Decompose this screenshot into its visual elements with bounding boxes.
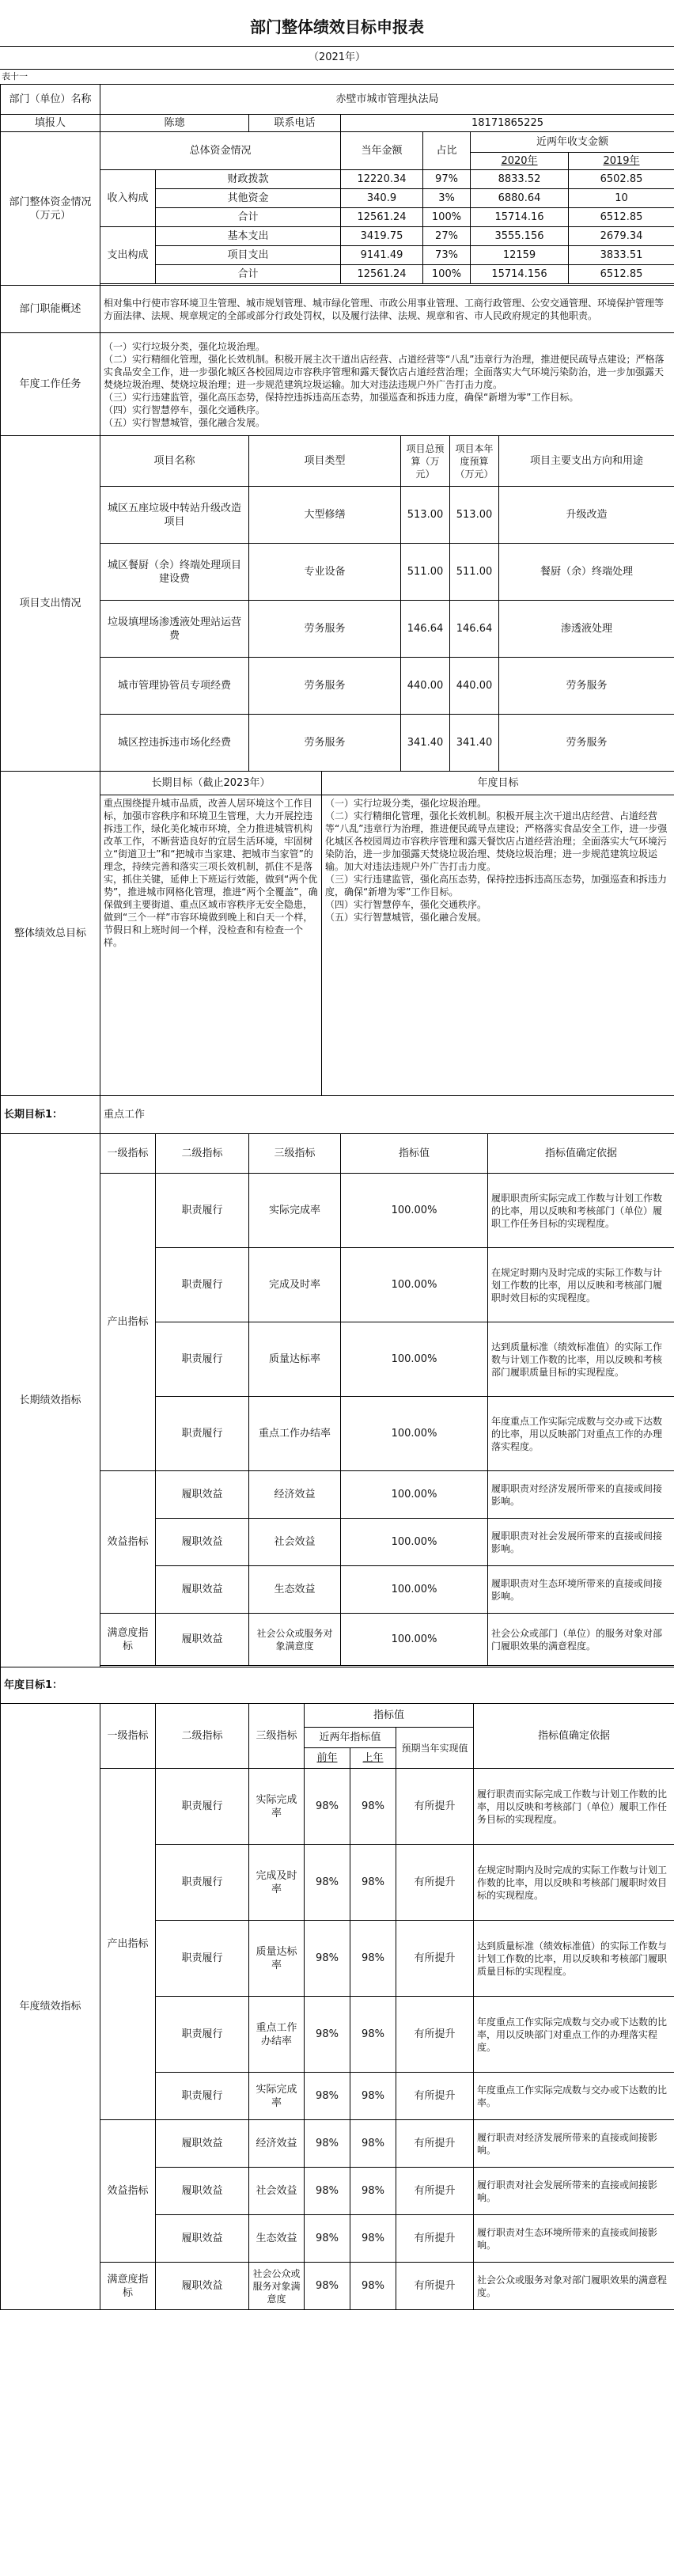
ratio-header: 占比 bbox=[423, 132, 471, 170]
l3-cell: 社会效益 bbox=[249, 1519, 341, 1566]
project-row-direction: 劳务服务 bbox=[499, 658, 674, 715]
basis-cell: 社会公众或服务对象对部门履职效果的满意程度。 bbox=[474, 2263, 674, 2310]
annual-target-header: 年度目标 bbox=[322, 772, 674, 795]
last-cell: 98% bbox=[350, 2263, 396, 2310]
basis-cell: 履职职责对经济发展所带来的直接或间接影响。 bbox=[488, 1471, 674, 1519]
overall-funds-label: 总体资金情况 bbox=[100, 132, 341, 170]
l3-cell: 实际完成率 bbox=[249, 1769, 305, 1845]
recent-years-header: 近两年收支金额 bbox=[471, 132, 674, 153]
basis-cell: 达到质量标准（绩效标准值）的实际工作数与计划工作数的比率，用以反映和考核部门履职质量目标的实现程度。 bbox=[474, 1921, 674, 1997]
l2-cell: 职责履行 bbox=[156, 1322, 249, 1397]
project-row-annual: 511.00 bbox=[450, 544, 499, 601]
long-goal-heading-value: 重点工作 bbox=[100, 1096, 674, 1134]
project-row-type: 大型修缮 bbox=[249, 487, 401, 544]
l2-header: 二级指标 bbox=[156, 1134, 249, 1174]
l1-cell: 产出指标 bbox=[100, 1174, 156, 1471]
project-row-direction: 劳务服务 bbox=[499, 715, 674, 772]
l3-cell: 质量达标率 bbox=[249, 1921, 305, 1997]
value-header: 指标值 bbox=[341, 1134, 488, 1174]
income-row-2019: 10 bbox=[569, 189, 674, 208]
current-amount-header: 当年金额 bbox=[341, 132, 423, 170]
long-target-text: 重点围绕提升城市品质，改善人居环境这个工作目标，加强市容秩序和环境卫生管理，大力开展控违拆违工作，绿化美化城市环境，全力推进城管机构改革工作，不断营造良好的宜居生活环境，牢固树立“街道卫士”和“把城市当家建、把城市当家管”的理念，持续完善和落实三项长效机制，抓住不是落实，抓住关键，延伸上下班运行效能，做到“两个优势”，推进城市网格化管理，推进“两个全覆盖”，确保做到主要街道、重点区域市容秩序无安全隐患，做到“三个一样”市容环境做到晚上和白天一个样，节假日和上班时间一个样，没检查和有检查一个样。 bbox=[100, 795, 322, 1096]
expense-row-ratio: 73% bbox=[423, 246, 471, 265]
expected-cell: 有所提升 bbox=[396, 2215, 474, 2263]
annual-goal-table bbox=[0, 1667, 674, 2310]
tasks-label: 年度工作任务 bbox=[1, 333, 100, 436]
dept-name-value: 赤壁市城市管理执法局 bbox=[100, 85, 674, 115]
last-cell: 98% bbox=[350, 1769, 396, 1845]
l3-cell: 经济效益 bbox=[249, 2120, 305, 2168]
l3-cell: 社会公众或服务对象满意度 bbox=[249, 2263, 305, 2310]
l3-cell: 实际完成率 bbox=[249, 2073, 305, 2120]
l1-cell: 产出指标 bbox=[100, 1769, 156, 2120]
tasks-text: （一）实行垃圾分类，强化垃圾治理。 （二）实行精细化管理，强化长效机制。积极开展主次干道出店经营、占道经营等“八乱”违章行为治理，推进便民疏导点建设；严格落实食品安全工作，进一步强化城区各校园周边市容秩序管理和露天餐饮店占道经营治理；全面落实大气环境污染防治，进一步加强露天焚烧垃圾治理、焚烧垃圾治理；进一步规范建筑垃圾运输。加大对违法违规户外广告打击力度。 （三）实行违建监管，强化高压态势，保持控违拆违高压态势，加强巡查和拆违力度，确保“新增为零”工作目标。 （四）实行智慧停车，强化交通秩序。 （五）实行智慧城管，强化融合发展。 bbox=[100, 333, 674, 436]
basis-header: 指标值确定依据 bbox=[474, 1704, 674, 1769]
income-row-2020: 6880.64 bbox=[471, 189, 569, 208]
l2-cell: 职责履行 bbox=[156, 1921, 249, 1997]
prev-cell: 98% bbox=[305, 1845, 350, 1921]
project-row-name: 城区控违拆违市场化经费 bbox=[100, 715, 249, 772]
basis-cell: 在规定时期内及时完成的实际工作数与计划工作数的比率，用以反映和考核部门履职时效目标的实现程度。 bbox=[474, 1845, 674, 1921]
expense-row-2020: 15714.156 bbox=[471, 265, 569, 284]
perf-target-table bbox=[0, 771, 674, 1096]
project-row-type: 专业设备 bbox=[249, 544, 401, 601]
basis-cell: 年度重点工作实际完成数与交办或下达数的比率，用以反映部门对重点工作的办理落实程度。 bbox=[488, 1397, 674, 1471]
annual-goal-section-label: 年度绩效指标 bbox=[1, 1704, 100, 2310]
prev-cell: 98% bbox=[305, 2073, 350, 2120]
l2-cell: 履职效益 bbox=[156, 2215, 249, 2263]
income-row-2019: 6512.85 bbox=[569, 208, 674, 227]
value-cell: 100.00% bbox=[341, 1248, 488, 1322]
value-cell: 100.00% bbox=[341, 1566, 488, 1614]
l1-header: 一级指标 bbox=[100, 1704, 156, 1769]
value-cell: 100.00% bbox=[341, 1397, 488, 1471]
income-row-current: 340.9 bbox=[341, 189, 423, 208]
expense-row-ratio: 27% bbox=[423, 227, 471, 246]
value-group-header: 指标值 bbox=[305, 1704, 474, 1728]
expense-label: 支出构成 bbox=[100, 227, 156, 284]
funds-section-label: 部门整体资金情况（万元） bbox=[1, 132, 100, 286]
annual-goal-heading: 年度目标1： bbox=[1, 1667, 674, 1704]
project-row-direction: 升级改造 bbox=[499, 487, 674, 544]
l1-cell: 效益指标 bbox=[100, 2120, 156, 2263]
last-cell: 98% bbox=[350, 1921, 396, 1997]
project-row-total: 513.00 bbox=[401, 487, 450, 544]
table-number: 表十一 bbox=[2, 71, 28, 82]
project-type-header: 项目类型 bbox=[249, 436, 401, 487]
projects-table bbox=[0, 435, 674, 772]
project-row-total: 440.00 bbox=[401, 658, 450, 715]
last-cell: 98% bbox=[350, 2215, 396, 2263]
income-row-2020: 15714.16 bbox=[471, 208, 569, 227]
income-row-ratio: 3% bbox=[423, 189, 471, 208]
income-row-2020: 8833.52 bbox=[471, 170, 569, 189]
l3-cell: 社会公众或服务对象满意度 bbox=[249, 1614, 341, 1666]
l2-cell: 履职效益 bbox=[156, 2120, 249, 2168]
income-row-name: 其他资金 bbox=[156, 189, 341, 208]
l1-cell: 效益指标 bbox=[100, 1471, 156, 1614]
prev-cell: 98% bbox=[305, 2120, 350, 2168]
prev-cell: 98% bbox=[305, 1997, 350, 2073]
project-row-direction: 渗透液处理 bbox=[499, 601, 674, 658]
year-label: （2021年） bbox=[0, 46, 674, 70]
expected-cell: 有所提升 bbox=[396, 2168, 474, 2215]
long-goal-section-label: 长期绩效指标 bbox=[1, 1134, 100, 1667]
year-2019-header: 2019年 bbox=[569, 153, 674, 170]
project-row-name: 城市管理协管员专项经费 bbox=[100, 658, 249, 715]
l2-cell: 职责履行 bbox=[156, 1845, 249, 1921]
filler-label: 填报人 bbox=[1, 115, 100, 132]
filler-value: 陈璁 bbox=[100, 115, 249, 132]
basis-cell: 履职职责对生态环境所带来的直接或间接影响。 bbox=[488, 1566, 674, 1614]
l2-cell: 职责履行 bbox=[156, 1397, 249, 1471]
income-row-ratio: 100% bbox=[423, 208, 471, 227]
expense-row-current: 3419.75 bbox=[341, 227, 423, 246]
l3-cell: 完成及时率 bbox=[249, 1845, 305, 1921]
basis-cell: 达到质量标准（绩效标准值）的实际工作数与计划工作数的比率，用以反映和考核部门履职质量目标的实现程度。 bbox=[488, 1322, 674, 1397]
l2-cell: 履职效益 bbox=[156, 1471, 249, 1519]
income-row-2019: 6502.85 bbox=[569, 170, 674, 189]
l2-cell: 履职效益 bbox=[156, 1614, 249, 1666]
page-title: 部门整体绩效目标申报表 bbox=[250, 17, 424, 36]
basis-cell: 履行职责对经济发展所带来的直接或间接影响。 bbox=[474, 2120, 674, 2168]
expected-cell: 有所提升 bbox=[396, 1997, 474, 2073]
l1-cell: 满意度指标 bbox=[100, 1614, 156, 1666]
project-total-header: 项目总预算（万元） bbox=[401, 436, 450, 487]
l2-cell: 履职效益 bbox=[156, 2168, 249, 2215]
l3-cell: 生态效益 bbox=[249, 2215, 305, 2263]
dept-name-label: 部门（单位）名称 bbox=[1, 85, 100, 115]
expense-row-name: 基本支出 bbox=[156, 227, 341, 246]
perf-target-label: 整体绩效总目标 bbox=[1, 772, 100, 1096]
recent-header: 近两年指标值 bbox=[305, 1728, 396, 1748]
expected-cell: 有所提升 bbox=[396, 1769, 474, 1845]
value-cell: 100.00% bbox=[341, 1174, 488, 1248]
l2-cell: 履职效益 bbox=[156, 1519, 249, 1566]
phone-value: 18171865225 bbox=[341, 115, 674, 132]
project-row-annual: 341.40 bbox=[450, 715, 499, 772]
project-row-name: 垃圾填埋场渗透液处理站运营费 bbox=[100, 601, 249, 658]
l2-cell: 履职效益 bbox=[156, 2263, 249, 2310]
long-target-header: 长期目标（截止2023年） bbox=[100, 772, 322, 795]
prev-cell: 98% bbox=[305, 1769, 350, 1845]
basis-cell: 履行职责而实际完成工作数与计划工作数的比率，用以反映和考核部门（单位）履职工作任务目标的实现程度。 bbox=[474, 1769, 674, 1845]
l3-header: 三级指标 bbox=[249, 1704, 305, 1769]
project-row-annual: 146.64 bbox=[450, 601, 499, 658]
prev-cell: 98% bbox=[305, 2263, 350, 2310]
expected-cell: 有所提升 bbox=[396, 2263, 474, 2310]
basis-cell: 在规定时期内及时完成的实际工作数与计划工作数的比率，用以反映和考核部门履职时效目标的实现程度。 bbox=[488, 1248, 674, 1322]
basic-funds-table bbox=[0, 84, 674, 436]
expense-row-name: 合计 bbox=[156, 265, 341, 284]
l3-header: 三级指标 bbox=[249, 1134, 341, 1174]
income-row-name: 合计 bbox=[156, 208, 341, 227]
year-2020-header: 2020年 bbox=[471, 153, 569, 170]
function-text: 相对集中行使市容环境卫生管理、城市规划管理、城市绿化管理、市政公用事业管理、工商行政管理、公安交通管理、环境保护管理等方面法律、法规、规章规定的全部或部分行政处罚权，以及履行法律、法规、规章和省、市人民政府规定的其他职责。 bbox=[100, 286, 674, 333]
l2-cell: 职责履行 bbox=[156, 1769, 249, 1845]
value-cell: 100.00% bbox=[341, 1471, 488, 1519]
l1-header: 一级指标 bbox=[100, 1134, 156, 1174]
basis-cell: 年度重点工作实际完成数与交办或下达数的比率，用以反映部门对重点工作的办理落实程度。 bbox=[474, 1997, 674, 2073]
expected-cell: 有所提升 bbox=[396, 2120, 474, 2168]
l2-cell: 职责履行 bbox=[156, 1997, 249, 2073]
l3-cell: 实际完成率 bbox=[249, 1174, 341, 1248]
basis-cell: 履行职责对社会发展所带来的直接或间接影响。 bbox=[474, 2168, 674, 2215]
l3-cell: 社会效益 bbox=[249, 2168, 305, 2215]
income-row-name: 财政拨款 bbox=[156, 170, 341, 189]
l3-cell: 生态效益 bbox=[249, 1566, 341, 1614]
annual-target-text: （一）实行垃圾分类，强化垃圾治理。 （二）实行精细化管理，强化长效机制。积极开展主次干道出店经营、占道经营等“八乱”违章行为治理，推进便民疏导点建设；严格落实食品安全工作，进一步强化城区各校园周边市容秩序管理和露天餐饮店占道经营治理；全面落实大气环境污染防治，进一步加强露天焚烧垃圾治理、焚烧垃圾治理；进一步规范建筑垃圾运输。加大对违法违规户外广告打击力度。 （三）实行违建监管，强化高压态势，保持控违拆违高压态势，加强巡查和拆违力度，确保“新增为零”工作目标。 （四）实行智慧停车，强化交通秩序。 （五）实行智慧城管，强化融合发展。 bbox=[322, 795, 674, 1096]
project-row-total: 146.64 bbox=[401, 601, 450, 658]
project-annual-header: 项目本年度预算（万元） bbox=[450, 436, 499, 487]
l3-cell: 重点工作办结率 bbox=[249, 1997, 305, 2073]
prev-cell: 98% bbox=[305, 2215, 350, 2263]
prev-year-header: 前年 bbox=[305, 1748, 350, 1769]
income-row-current: 12220.34 bbox=[341, 170, 423, 189]
expense-row-current: 12561.24 bbox=[341, 265, 423, 284]
last-cell: 98% bbox=[350, 1997, 396, 2073]
long-goal-table bbox=[0, 1095, 674, 1667]
expense-row-2020: 3555.156 bbox=[471, 227, 569, 246]
l3-cell: 经济效益 bbox=[249, 1471, 341, 1519]
l1-cell: 满意度指标 bbox=[100, 2263, 156, 2310]
last-cell: 98% bbox=[350, 1845, 396, 1921]
project-row-total: 511.00 bbox=[401, 544, 450, 601]
l2-cell: 职责履行 bbox=[156, 1174, 249, 1248]
expense-row-current: 9141.49 bbox=[341, 246, 423, 265]
income-label: 收入构成 bbox=[100, 170, 156, 227]
project-row-total: 341.40 bbox=[401, 715, 450, 772]
l2-cell: 履职效益 bbox=[156, 1566, 249, 1614]
expense-row-2019: 6512.85 bbox=[569, 265, 674, 284]
long-goal-heading: 长期目标1： bbox=[1, 1096, 100, 1134]
phone-label: 联系电话 bbox=[249, 115, 341, 132]
prev-cell: 98% bbox=[305, 1921, 350, 1997]
expected-header: 预期当年实现值 bbox=[396, 1728, 474, 1769]
project-row-name: 城区餐厨（余）终端处理项目建设费 bbox=[100, 544, 249, 601]
l2-cell: 职责履行 bbox=[156, 1248, 249, 1322]
expected-cell: 有所提升 bbox=[396, 1845, 474, 1921]
prev-cell: 98% bbox=[305, 2168, 350, 2215]
last-cell: 98% bbox=[350, 2168, 396, 2215]
project-direction-header: 项目主要支出方向和用途 bbox=[499, 436, 674, 487]
project-row-name: 城区五座垃圾中转站升级改造项目 bbox=[100, 487, 249, 544]
expense-row-2019: 3833.51 bbox=[569, 246, 674, 265]
projects-section-label: 项目支出情况 bbox=[1, 436, 100, 772]
last-year-header: 上年 bbox=[350, 1748, 396, 1769]
basis-cell: 社会公众或部门（单位）的服务对象对部门履职效果的满意程度。 bbox=[488, 1614, 674, 1666]
project-row-type: 劳务服务 bbox=[249, 658, 401, 715]
last-cell: 98% bbox=[350, 2120, 396, 2168]
l3-cell: 重点工作办结率 bbox=[249, 1397, 341, 1471]
basis-cell: 年度重点工作实际完成数与交办或下达数的比率。 bbox=[474, 2073, 674, 2120]
basis-header: 指标值确定依据 bbox=[488, 1134, 674, 1174]
l2-cell: 职责履行 bbox=[156, 2073, 249, 2120]
expected-cell: 有所提升 bbox=[396, 2073, 474, 2120]
project-row-type: 劳务服务 bbox=[249, 601, 401, 658]
expense-row-2019: 2679.34 bbox=[569, 227, 674, 246]
l3-cell: 质量达标率 bbox=[249, 1322, 341, 1397]
expected-cell: 有所提升 bbox=[396, 1921, 474, 1997]
income-row-ratio: 97% bbox=[423, 170, 471, 189]
expense-row-2020: 12159 bbox=[471, 246, 569, 265]
expense-row-ratio: 100% bbox=[423, 265, 471, 284]
project-row-annual: 440.00 bbox=[450, 658, 499, 715]
basis-cell: 履职职责所实际完成工作数与计划工作数的比率，用以反映和考核部门（单位）履职工作任务目标的实现程度。 bbox=[488, 1174, 674, 1248]
income-row-current: 12561.24 bbox=[341, 208, 423, 227]
project-row-type: 劳务服务 bbox=[249, 715, 401, 772]
value-cell: 100.00% bbox=[341, 1614, 488, 1666]
basis-cell: 履职职责对社会发展所带来的直接或间接影响。 bbox=[488, 1519, 674, 1566]
l2-header: 二级指标 bbox=[156, 1704, 249, 1769]
basis-cell: 履行职责对生态环境所带来的直接或间接影响。 bbox=[474, 2215, 674, 2263]
last-cell: 98% bbox=[350, 2073, 396, 2120]
l3-cell: 完成及时率 bbox=[249, 1248, 341, 1322]
project-row-annual: 513.00 bbox=[450, 487, 499, 544]
project-row-direction: 餐厨（余）终端处理 bbox=[499, 544, 674, 601]
expense-row-name: 项目支出 bbox=[156, 246, 341, 265]
project-name-header: 项目名称 bbox=[100, 436, 249, 487]
function-label: 部门职能概述 bbox=[1, 286, 100, 333]
value-cell: 100.00% bbox=[341, 1322, 488, 1397]
value-cell: 100.00% bbox=[341, 1519, 488, 1566]
